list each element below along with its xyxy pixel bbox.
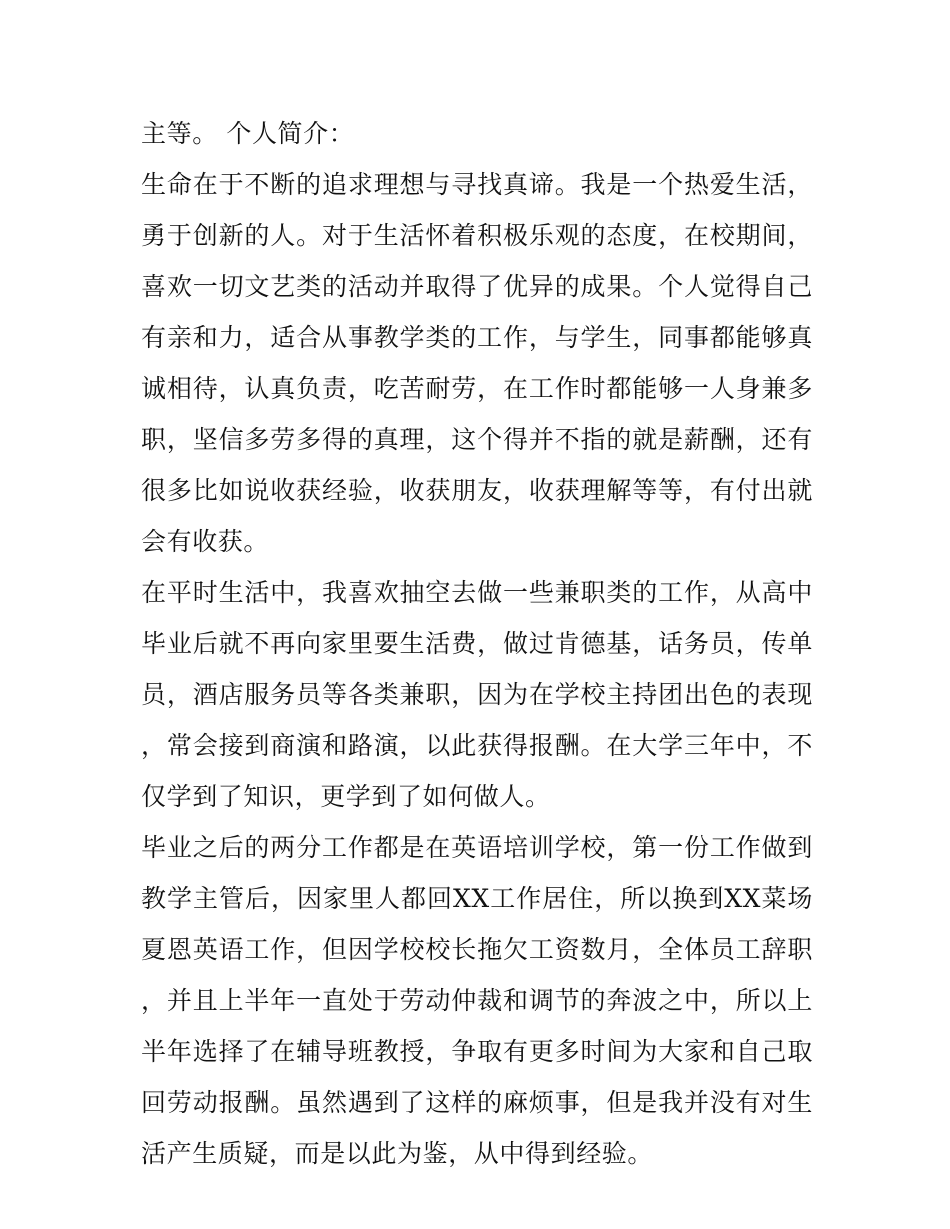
paragraph-personality: 生命在于不断的追求理想与寻找真谛。我是一个热爱生活，勇于创新的人。对于生活怀着积极乐观的态度，在校期间，喜欢一切文艺类的活动并取得了优异的成果。个人觉得自己有亲和力，适合从事教学类的工作，与学生，同事都能够真诚相待，认真负责，吃苦耐劳，在工作时都能够一人身兼多职，坚信多劳多得的真理，这个得并不指的就是薪酬，还有很多比如说收获经验，收获朋友，收获理解等等，有付出就会有收获。 xyxy=(141,170,813,556)
paragraph-part-time-jobs: 在平时生活中，我喜欢抽空去做一些兼职类的工作，从高中毕业后就不再向家里要生活费，做过肯德基，话务员，传单员，酒店服务员等各类兼职，因为在学校主持团出色的表现，常会接到商演和路演，以此获得报酬。在大学三年中，不仅学到了知识，更学到了如何做人。 xyxy=(141,578,813,811)
paragraph-work-experience: 毕业之后的两分工作都是在英语培训学校，第一份工作做到教学主管后，因家里人都回XX工作居住，所以换到XX菜场夏恩英语工作，但因学校校长拖欠工资数月，全体员工辞职，并且上半年一直处于劳动仲裁和调节的奔波之中，所以上半年选择了在辅导班教授，争取有更多时间为大家和自己取回劳动报酬。虽然遇到了这样的麻烦事，但是我并没有对生活产生质疑，而是以此为鉴，从中得到经验。 xyxy=(141,833,813,1168)
intro-heading-line: 主等。 个人简介： xyxy=(141,119,355,148)
document-body xyxy=(141,108,813,1179)
